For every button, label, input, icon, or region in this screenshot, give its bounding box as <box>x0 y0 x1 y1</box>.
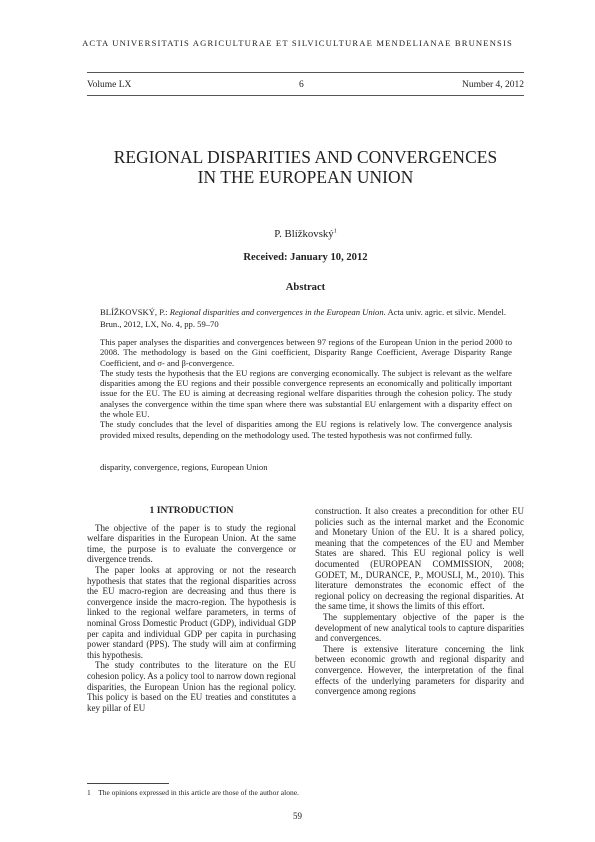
abstract-paragraph: The study concludes that the level of disparities among the EU regions is relatively low. The convergence analysis provided mixed results, depending on the methodology used. The tested hypothesis was not confirmed fully. <box>100 419 512 440</box>
keywords: disparity, convergence, regions, European Union <box>100 462 268 472</box>
body-paragraph: There is extensive literature concerning the link between economic growth and regional disparity and convergence. However, the interpretation of the final effects of the underlying parameters for disparity and convergence among regions <box>315 643 524 697</box>
journal-title: ACTA UNIVERSITATIS AGRICULTURAE ET SILVICULTURAE MENDELIANAE BRUNENSIS <box>82 38 513 48</box>
author-footnote-mark: 1 <box>333 228 337 235</box>
volume-label: Volume LX <box>87 80 132 90</box>
footnote-text: The opinions expressed in this article are those of the author alone. <box>98 788 299 797</box>
received-date: Received: January 10, 2012 <box>243 252 368 263</box>
section-heading-introduction: 1 INTRODUCTION <box>149 505 234 516</box>
citation-title: Regional disparities and convergences in the European Union. <box>169 307 386 317</box>
header-rule-bottom <box>87 95 524 96</box>
paper-title-line-2: IN THE EUROPEAN UNION <box>197 167 414 187</box>
header-rule-top <box>87 72 524 73</box>
footnote-rule <box>87 783 169 784</box>
number-label: Number 4, 2012 <box>461 80 524 90</box>
author-name: P. Blížkovský <box>274 228 334 240</box>
body-paragraph: construction. It also creates a precondition for other EU policies such as the internal market and the Economic and Monetary Union of the EU. It is a shared policy, meaning that the competences of the EU and Member States are shared. This EU regional policy is well documented (EUROPEAN COMMISSION, 2008; GODET, M., DURANCE, P., MOUSLI, M., 2010). This literature demonstrates the economic effect of the regional policy on decreasing the regional disparities. At the same time, it shows the limits of this effort. <box>315 506 524 612</box>
abstract-paragraph: This paper analyses the disparities and convergences between 97 regions of the European Union in the period 2000 to 2008. The methodology is based on the Gini coefficient, Disparity Range Coefficient, Average Disparity Range Coefficient, and σ- and β-convergence. <box>100 337 512 368</box>
paper-title <box>87 147 524 187</box>
issue-page: 6 <box>299 80 304 90</box>
citation <box>100 306 512 330</box>
citation-author: BLÍŽKOVSKÝ, P.: <box>100 307 168 317</box>
abstract-body <box>100 337 512 440</box>
paper-title-line-1: REGIONAL DISPARITIES AND CONVERGENCES <box>113 147 498 167</box>
body-paragraph: The supplementary objective of the paper is the development of new analytical tools to capture disparities and convergences. <box>315 611 524 644</box>
footnote <box>87 788 524 797</box>
body-paragraph: The study contributes to the literature on the EU cohesion policy. As a policy tool to narrow down regional disparities, the European Union has the regional policy. This policy is based on the EU treaties and constitutes a key pillar of EU <box>87 660 296 713</box>
page-number: 59 <box>293 811 302 821</box>
author <box>87 228 524 240</box>
left-column <box>87 506 296 713</box>
citation-rest: Acta univ. agric. et silvic. Mendel. Brun., 2012, LX, No. 4, pp. 59–70 <box>100 307 507 329</box>
abstract-heading: Abstract <box>285 282 326 293</box>
body-paragraph: The objective of the paper is to study the regional welfare disparities in the European Union. At the same time, the purpose is to evaluate the convergence or divergence trends. <box>87 522 296 565</box>
abstract-paragraph: The study tests the hypothesis that the EU regions are converging economically. The subject is relevant as the welfare disparities among the EU regions and their possible convergence represents an economically and politically important issue for the EU. The EU is aiming at decreasing regional welfare disparities through the cohesion policy. The study analyses the convergence within the time span where there was substantial EU enlargement with a disparity effect on the whole EU. <box>100 367 512 420</box>
body-paragraph: The paper looks at approving or not the research hypothesis that states that the regional disparities across the EU macro-region are decreasing and thus there is convergence inside the macro-region. The hypothesis is linked to the regional welfare parameters, in terms of nominal Gross Domestic Product (GDP), individual GDP per capita and individual GDP per capita in purchasing power standard (PPS). The study will aim at confirming this hypothesis. <box>87 564 296 660</box>
right-column <box>315 506 524 697</box>
footnote-mark: 1 <box>87 788 91 797</box>
